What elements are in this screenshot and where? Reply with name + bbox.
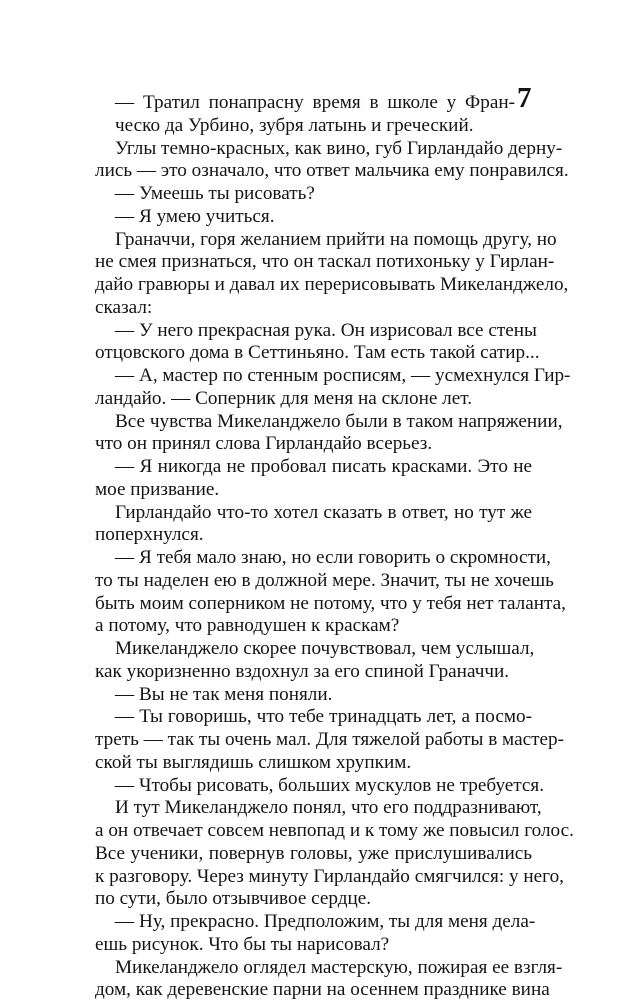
text-line: ешь рисунок. Что бы ты нарисовал? xyxy=(95,933,390,955)
text-line: а потому, что равнодушен к краскам? xyxy=(95,615,400,637)
page-body xyxy=(95,92,574,1002)
text-line: отцовского дома в Сеттиньяно. Там есть такой сатир... xyxy=(95,342,540,364)
text-line: И тут Микеланджело понял, что его поддразнивают, xyxy=(115,797,542,819)
text-line: Граначчи, горя желанием прийти на помощь другу, но xyxy=(115,228,557,250)
text-line: — Вы не так меня поняли. xyxy=(115,683,333,705)
text-line: — У него прекрасная рука. Он изрисовал все стены xyxy=(115,319,537,341)
text-line: — Чтобы рисовать, больших мускулов не требуется. xyxy=(115,774,545,796)
text-line: — Я никогда не пробовал писать красками. Это не xyxy=(115,456,532,477)
text-line: — Я тебя мало знаю, но если говорить о скромности, xyxy=(115,547,551,568)
text-line: дайо гравюры и давал их перерисовывать Микеланджело, xyxy=(95,274,569,295)
text-line: Микеланджело скорее почувствовал, чем услышал, xyxy=(115,638,535,659)
text-line: что он принял слова Гирландайо всерьез. xyxy=(95,433,433,455)
text-line: поперхнулся. xyxy=(95,524,204,546)
text-line: как укоризненно вздохнул за его спиной Граначчи. xyxy=(95,660,510,682)
text-line: дом, как деревенские парни на осеннем празднике вина xyxy=(95,979,550,1001)
text-line: а он отвечает совсем невпопад и к тому же повысил голос. xyxy=(95,820,574,841)
text-line: — Умеешь ты рисовать? xyxy=(115,183,315,204)
text-line: сказал: xyxy=(95,296,153,318)
text-line: Микеланджело оглядел мастерскую, пожирая ее взгля- xyxy=(115,956,563,978)
text-line: Все ученики, повернув головы, уже прислушивались xyxy=(95,842,532,864)
text-line: к разговору. Через минуту Гирландайо смягчился: у него, xyxy=(95,865,564,887)
text-line: — Ты говоришь, что тебе тринадцать лет, а посмо- xyxy=(115,706,532,728)
text-line: то ты наделен ею в должной мере. Значит, ты не хочешь xyxy=(95,569,554,591)
text-line: не смея признаться, что он таскал потихоньку у Гирлан- xyxy=(95,251,555,273)
text-line: Гирландайо что-то хотел сказать в ответ, но тут же xyxy=(115,501,532,523)
text-line: лись — это означало, что ответ мальчика ему понравился. xyxy=(95,160,569,182)
text-line: треть — так ты очень мал. Для тяжелой работы в мастер- xyxy=(95,729,564,750)
text-line: Углы темно-красных, как вино, губ Гирландайо дерну- xyxy=(115,137,563,159)
text-line: ческо да Урбино, зубря латынь и греческий. xyxy=(115,114,474,136)
text-line: — А, мастер по стенным росписям, — усмехнулся Гир- xyxy=(115,365,571,386)
text-line: быть моим соперником не потому, что у тебя нет таланта, xyxy=(95,592,566,614)
text-line: ландайо. — Соперник для меня на склоне лет. xyxy=(95,387,473,409)
text-line: Все чувства Микеланджело были в таком напряжении, xyxy=(115,410,563,432)
text-line: по сути, было отзывчивое сердце. xyxy=(95,888,372,910)
text-line: ской ты выглядишь слишком хрупким. xyxy=(95,751,412,773)
text-line: — Я умею учиться. xyxy=(115,205,275,227)
page-number: 7 xyxy=(517,82,532,114)
text-line: — Тратил понапрасну время в школе у Фран- xyxy=(115,92,515,113)
text-line: мое призвание. xyxy=(95,478,220,500)
text-line: — Ну, прекрасно. Предположим, ты для меня дела- xyxy=(115,911,536,932)
